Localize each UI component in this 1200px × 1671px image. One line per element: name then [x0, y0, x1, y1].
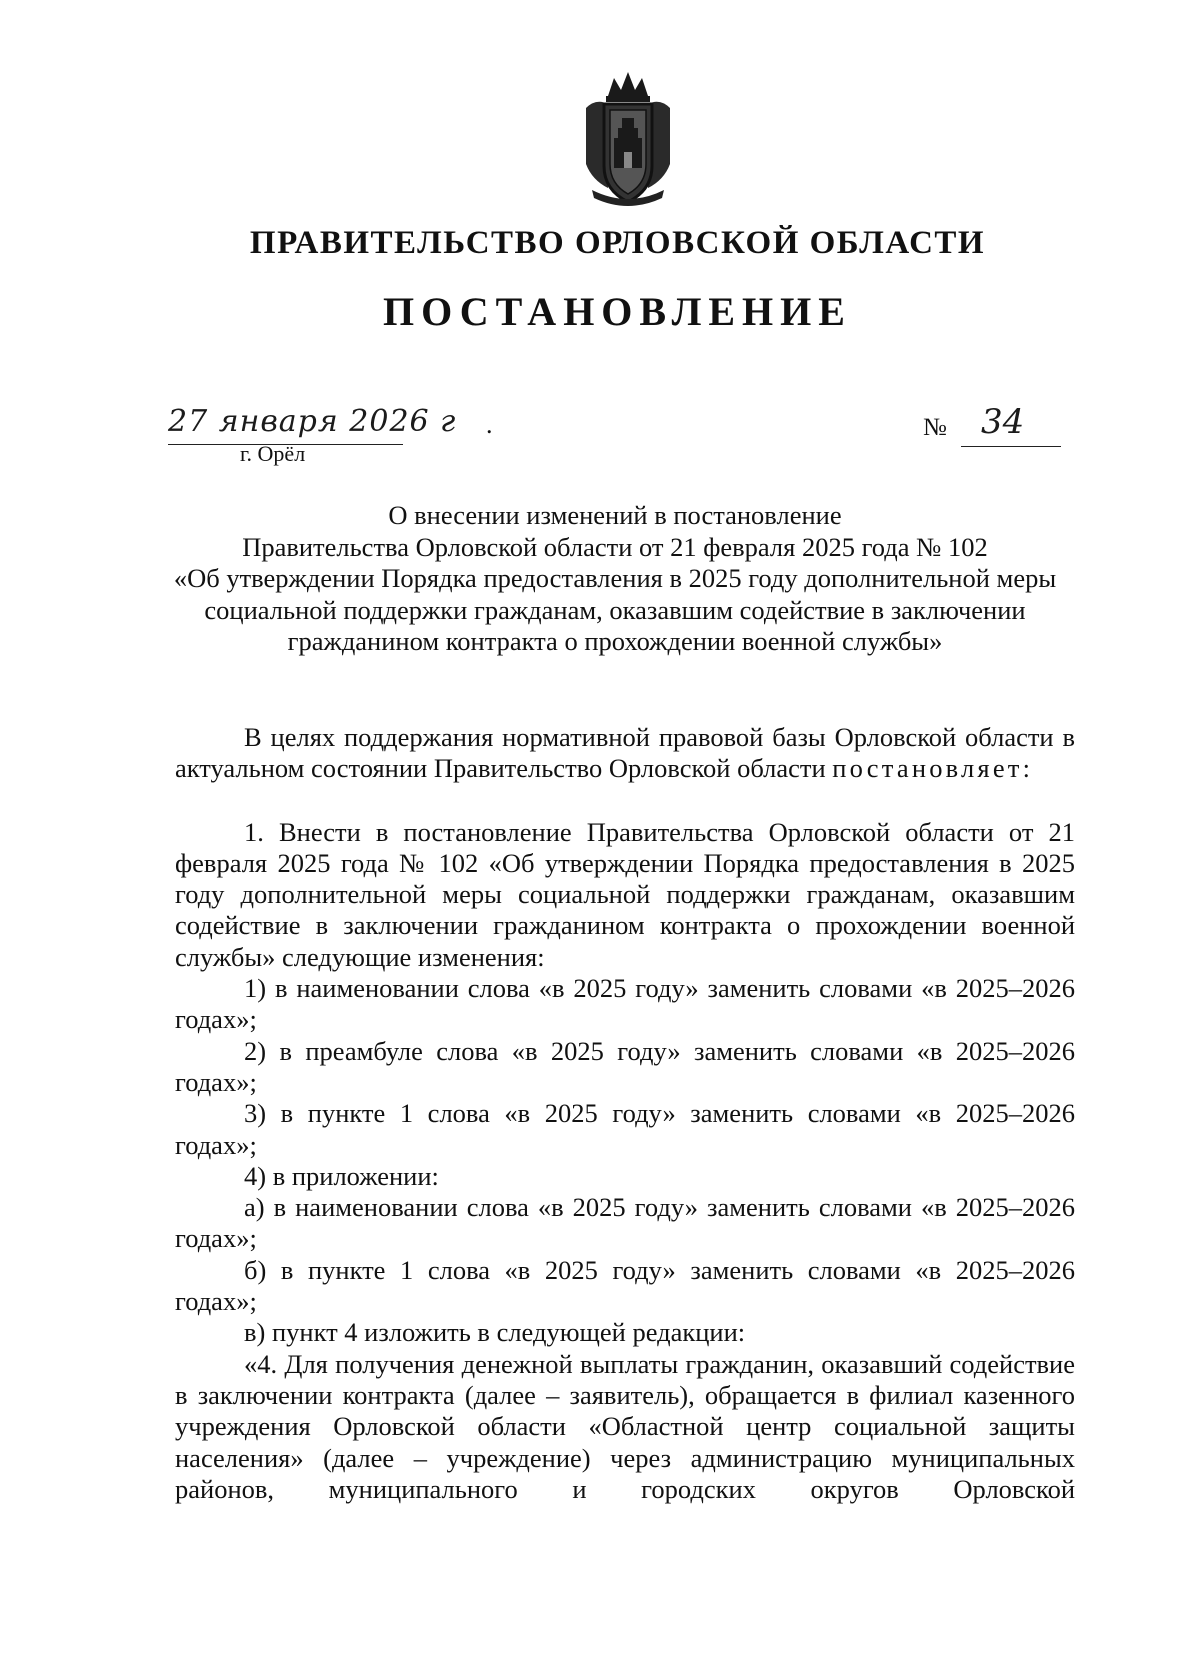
subject-line: гражданином контракта о прохождении военной службы» — [287, 626, 943, 657]
item-paragraph: в) пункт 4 изложить в следующей редакции: — [244, 1317, 746, 1348]
document-type-title: ПОСТАНОВЛЕНИЕ — [383, 289, 852, 334]
preamble-paragraph — [175, 722, 1075, 785]
item-paragraph: 4) в приложении: — [244, 1160, 439, 1191]
date-field — [168, 404, 508, 464]
subject-line: О внесении изменений в постановление — [388, 500, 842, 530]
coat-of-arms-icon — [578, 68, 678, 208]
handwritten-date: 27 января 2026 г — [168, 404, 457, 439]
subject-line: социальной поддержки гражданам, оказавшим содействие в заключении — [204, 594, 1026, 625]
handwritten-number: 34 — [981, 402, 1025, 442]
document-body — [175, 722, 1075, 1505]
subject-line: Правительства Орловской области от 21 февраля 2025 года № 102 — [242, 531, 988, 562]
item-paragraph: 2) в преамбуле слова «в 2025 году» заменить словами «в 2025–2026 годах»; — [175, 1035, 1075, 1097]
number-underline — [961, 446, 1061, 447]
subject-line: «Об утверждении Порядка предоставления в 2025 году дополнительной меры — [173, 563, 1057, 594]
decree-word: постановляет: — [832, 753, 1034, 784]
city-label: г. Орёл — [240, 441, 306, 466]
document-subject — [150, 500, 1080, 658]
preamble-text: В целях поддержания нормативной правовой базы Орловской области в актуальном состоянии Правительство Орловской области — [175, 722, 1075, 784]
item-paragraph: «4. Для получения денежной выплаты гражданин, оказавший содействие в заключении контракта (далее – заявитель), обращается в филиал казенного учреждения Орловской области «Областной центр социальной защиты населения» (далее – учреждение) через администрацию муниципальных районов, муниципального и городских округов Орловской — [175, 1348, 1075, 1504]
item-paragraph: 3) в пункте 1 слова «в 2025 году» заменить словами «в 2025–2026 годах»; — [175, 1098, 1075, 1160]
item-paragraph: б) в пункте 1 слова «в 2025 году» заменить словами «в 2025–2026 годах»; — [175, 1254, 1075, 1317]
number-sign: № — [923, 414, 947, 441]
organization-title: ПРАВИТЕЛЬСТВО ОРЛОВСКОЙ ОБЛАСТИ — [249, 225, 986, 261]
document-number-field — [923, 404, 1063, 449]
date-dot: . — [486, 410, 493, 439]
item-paragraph: 1. Внести в постановление Правительства Орловской области от 21 февраля 2025 года № 102 «Об утверждении Порядка предоставления в 2025 году дополнительной меры социальной поддержки гражданам, оказавшим содействие в заключении гражданином контракта о прохождении военной службы» следующие изменения: — [175, 816, 1075, 972]
item-paragraph: а) в наименовании слова «в 2025 году» заменить словами «в 2025–2026 годах»; — [175, 1192, 1075, 1254]
item-paragraph: 1) в наименовании слова «в 2025 году» заменить словами «в 2025–2026 годах»; — [175, 973, 1075, 1035]
paragraph-gap — [175, 785, 1075, 817]
